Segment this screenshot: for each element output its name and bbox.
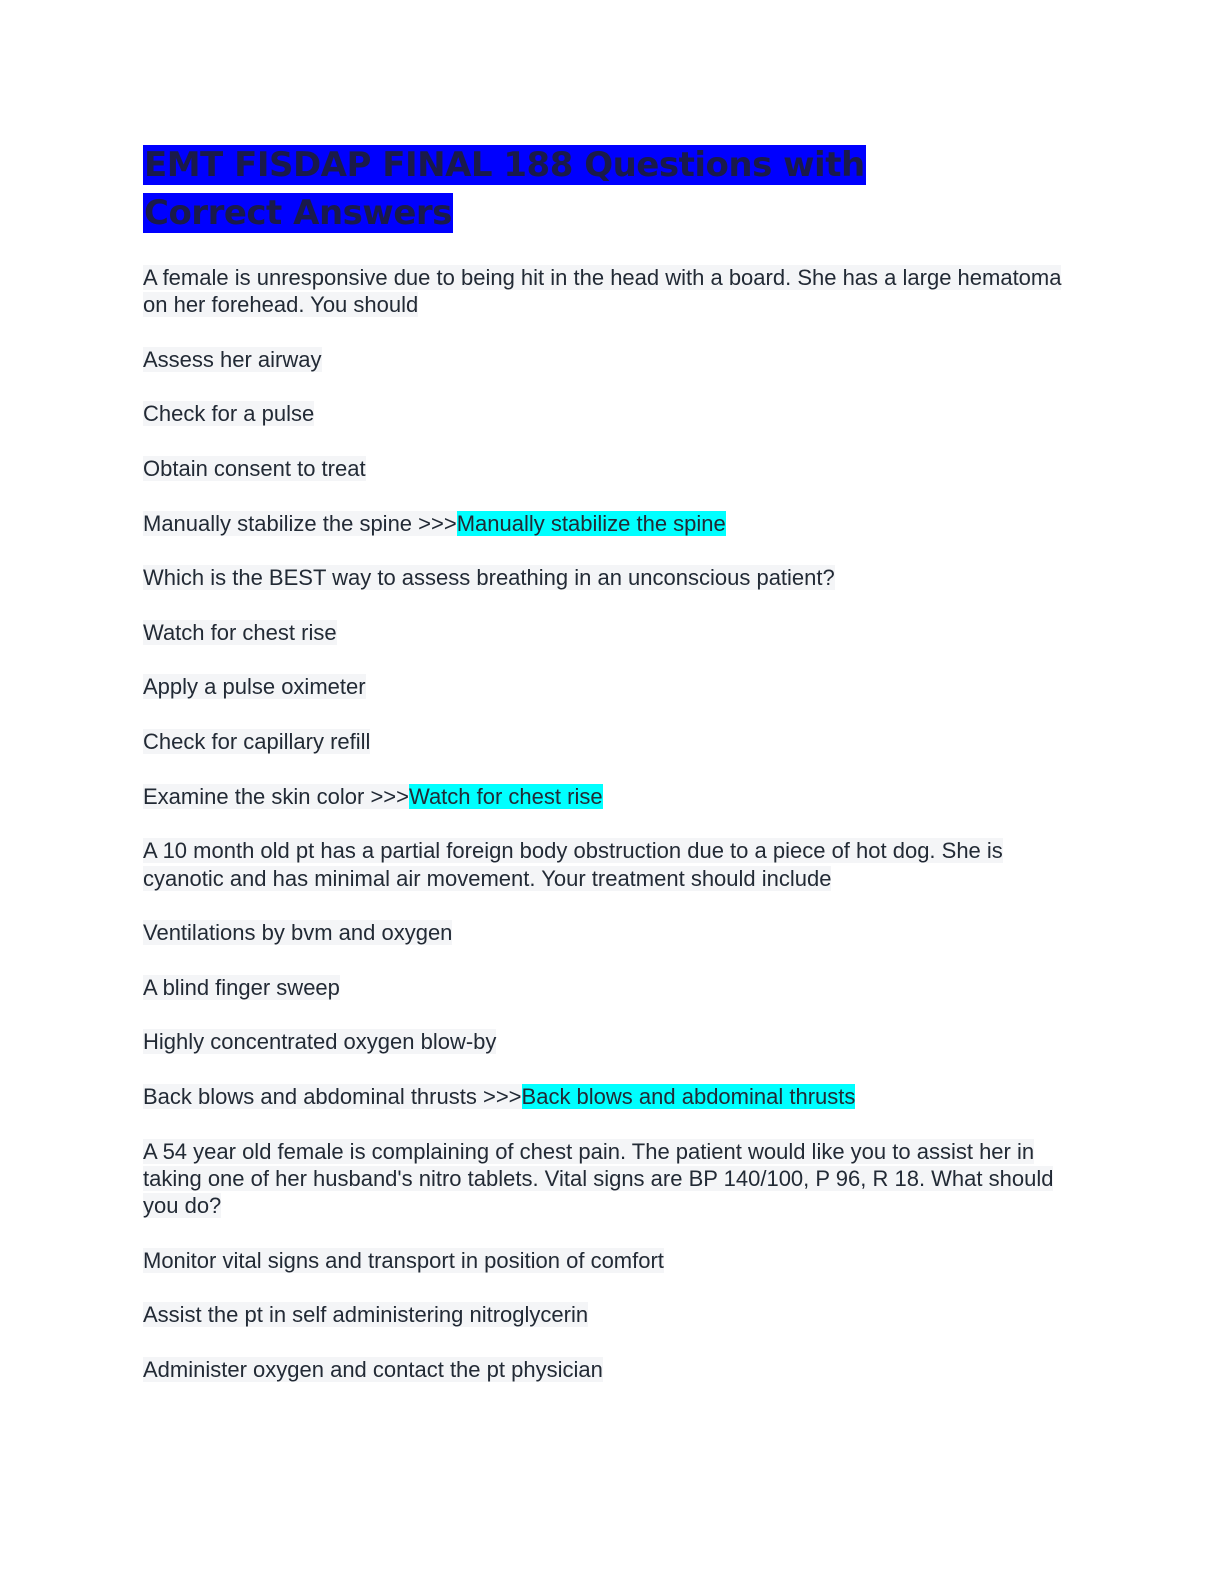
answer-option: Watch for chest rise bbox=[143, 619, 337, 645]
answer-option-with-correct-answer bbox=[143, 1083, 1083, 1110]
answer-option: Check for a pulse bbox=[143, 401, 315, 427]
question-text: Which is the BEST way to assess breathing in an unconscious patient? bbox=[143, 565, 835, 591]
answer-marker: >>> bbox=[418, 510, 457, 536]
last-option: Manually stabilize the spine bbox=[143, 510, 413, 536]
question-text: A 10 month old pt has a partial foreign body obstruction due to a piece of hot dog. She is cyanotic and has minimal air movement. Your treatment should include bbox=[143, 838, 1003, 891]
answer-option: A blind finger sweep bbox=[143, 974, 340, 1000]
document-page bbox=[143, 141, 1083, 1410]
answer-option-with-correct-answer bbox=[143, 783, 1083, 810]
answer-option: Administer oxygen and contact the pt physician bbox=[143, 1356, 603, 1382]
answer-option: Assist the pt in self administering nitroglycerin bbox=[143, 1302, 589, 1328]
document-title-text: EMT FISDAP FINAL 188 Questions with Correct Answers bbox=[144, 145, 865, 233]
answer-option: Highly concentrated oxygen blow-by bbox=[143, 1029, 497, 1055]
answer-option: Monitor vital signs and transport in position of comfort bbox=[143, 1247, 664, 1273]
title-block bbox=[143, 141, 943, 237]
question-text: A female is unresponsive due to being hit in the head with a board. She has a large hematoma on her forehead. You should bbox=[143, 265, 1062, 318]
answer-marker: >>> bbox=[370, 783, 409, 809]
last-option: Examine the skin color bbox=[143, 783, 365, 809]
answer-option: Check for capillary refill bbox=[143, 729, 371, 755]
correct-answer: Watch for chest rise bbox=[409, 783, 603, 809]
answer-option: Ventilations by bvm and oxygen bbox=[143, 920, 453, 946]
answer-option: Obtain consent to treat bbox=[143, 456, 366, 482]
correct-answer: Manually stabilize the spine bbox=[456, 510, 726, 536]
document-title bbox=[143, 141, 943, 237]
correct-answer: Back blows and abdominal thrusts bbox=[521, 1083, 856, 1109]
last-option: Back blows and abdominal thrusts bbox=[143, 1083, 477, 1109]
answer-marker: >>> bbox=[482, 1083, 522, 1109]
answer-option: Assess her airway bbox=[143, 346, 322, 372]
answer-option-with-correct-answer bbox=[143, 510, 1083, 537]
question-text: A 54 year old female is complaining of chest pain. The patient would like you to assist her in taking one of her husband's nitro tablets. Vital signs are BP 140/100, P 96, R 18. What should you do? bbox=[143, 1138, 1054, 1219]
answer-option: Apply a pulse oximeter bbox=[143, 674, 366, 700]
